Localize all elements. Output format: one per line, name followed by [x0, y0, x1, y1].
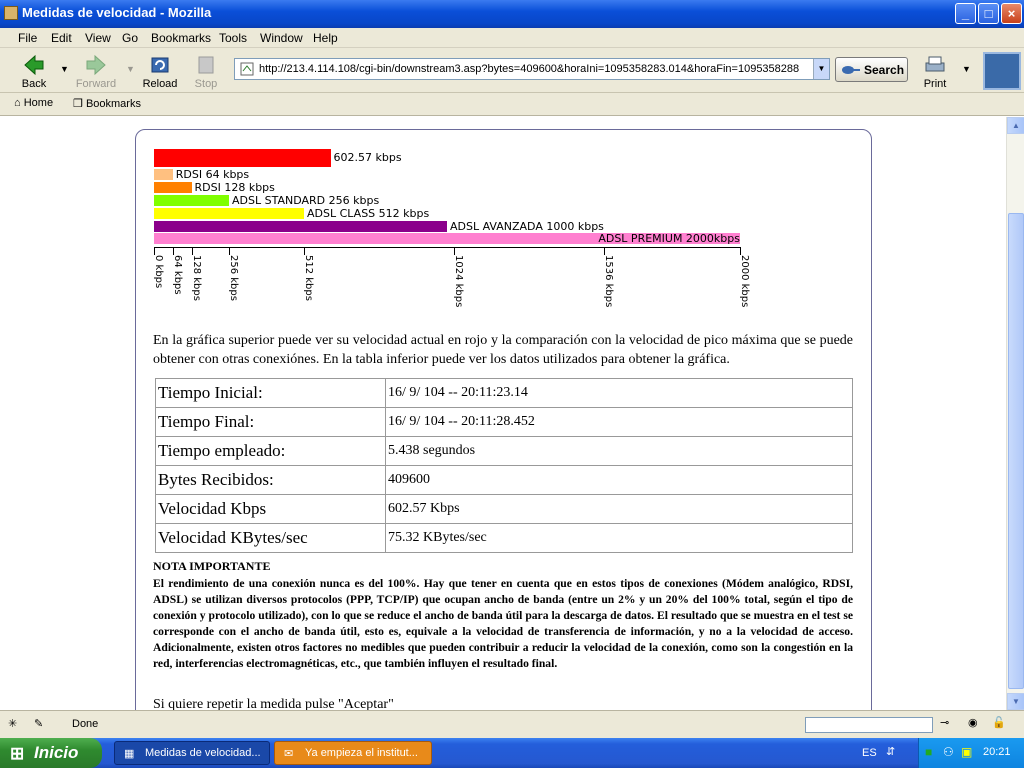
- results-table: [155, 378, 853, 553]
- table-key: Velocidad KBytes/sec: [156, 524, 386, 553]
- mozilla-throbber-icon[interactable]: [983, 52, 1021, 90]
- chart-tick-label: 128 kbps: [190, 255, 202, 301]
- table-key: Tiempo Final:: [156, 408, 386, 437]
- vertical-scrollbar[interactable]: [1006, 117, 1024, 710]
- status-bar: [0, 710, 1024, 738]
- chart-tick: [173, 247, 174, 255]
- menu-go[interactable]: Go: [122, 31, 139, 45]
- minimize-button[interactable]: _: [955, 3, 976, 24]
- reload-button[interactable]: Reload: [138, 52, 182, 92]
- table-key: Velocidad Kbps: [156, 495, 386, 524]
- home-icon: ⌂: [14, 97, 21, 109]
- progress-meter: [805, 717, 933, 733]
- chart-tick-label: 512 kbps: [303, 255, 315, 301]
- chart-tick: [192, 247, 193, 255]
- note-title: NOTA IMPORTANTE: [153, 559, 271, 573]
- table-key: Bytes Recibidos:: [156, 466, 386, 495]
- messenger-task-icon: ✉: [284, 748, 294, 760]
- table-key: Tiempo Inicial:: [156, 379, 386, 408]
- chart-bar: [154, 195, 229, 206]
- mozilla-task-icon: ▦: [124, 748, 135, 760]
- personal-toolbar: [0, 93, 1024, 116]
- table-row: [156, 466, 853, 495]
- table-row: [156, 437, 853, 466]
- bookmarks-icon: ❒: [73, 98, 83, 110]
- system-tray: [918, 738, 1024, 768]
- page-proxy-icon: [239, 61, 255, 77]
- url-dropdown-icon[interactable]: ▼: [813, 59, 829, 79]
- sidebar-toggle-icon[interactable]: ⊸: [940, 717, 950, 729]
- note-text: El rendimiento de una conexión nunca es del 100%. Hay que tener en cuenta que en estos tipos de conexiones (Módem analógico, RDSI, ADSL) se utilizan diversos protocolos (PPP, TCP/IP) que ocupan ancho de banda (entre un 2% y un 20% del 100% total, según el tipo de conexión y protocolo utilizado), con lo que se reduce el ancho de banda útil para la descarga de datos. El resultado que se muestra en el test se corresponde con el ancho de banda útil, esto es, equivale a la velocidad de transferencia de información, y no a la velocidad de acceso. Adicionalmente, existen otros factores no medibles que pueden contribuir a reducir la velocidad de la conexión, como son la congestión en la red, interferencias electromagnéticas, etc., que también influyen el resultado final.: [153, 577, 853, 670]
- scroll-down-icon[interactable]: ▼: [1007, 693, 1024, 710]
- table-row: [156, 379, 853, 408]
- language-bar-icon[interactable]: ⇵: [886, 746, 896, 758]
- table-key: Tiempo empleado:: [156, 437, 386, 466]
- chart-bar-label: ADSL CLASS 512 kbps: [307, 207, 430, 220]
- stop-icon: [195, 54, 217, 76]
- chart-tick: [740, 247, 741, 255]
- chart-tick-label: 64 kbps: [171, 255, 183, 295]
- back-button[interactable]: Back: [12, 52, 56, 92]
- start-button[interactable]: ⊞ Inicio: [0, 738, 102, 768]
- chart-bar: [154, 208, 304, 219]
- window-title: Medidas de velocidad - Mozilla: [22, 5, 212, 20]
- chart-tick-label: 0 kbps: [153, 255, 164, 289]
- language-indicator[interactable]: ES: [862, 747, 877, 759]
- chart-bar: [154, 169, 173, 180]
- chart-tick: [604, 247, 605, 255]
- forward-arrow-icon: [85, 54, 107, 76]
- stop-button[interactable]: Stop: [184, 52, 228, 92]
- repeat-instruction: Si quiere repetir la medida pulse "Aceptar": [153, 697, 394, 710]
- table-row: [156, 524, 853, 553]
- chart-bar: [154, 149, 331, 167]
- reload-icon: [149, 54, 171, 76]
- task-instituto[interactable]: ✉ Ya empieza el institut...: [274, 741, 432, 765]
- table-value: 409600: [386, 466, 853, 495]
- chart-bar-label: ADSL PREMIUM 2000kbps: [598, 232, 740, 245]
- chart-bar: [154, 182, 192, 193]
- menu-tools[interactable]: Tools: [219, 31, 248, 45]
- speed-chart: [0, 117, 1006, 317]
- chart-bar: [154, 221, 447, 232]
- network-icon[interactable]: ⚇: [943, 745, 954, 759]
- home-button[interactable]: ⌂ Home: [14, 97, 54, 109]
- tray-app-icon[interactable]: ■: [925, 745, 933, 759]
- chart-tick-label: 256 kbps: [228, 255, 239, 301]
- navigation-toolbar: [0, 48, 1024, 93]
- page-content: [0, 117, 1006, 710]
- title-bar: [0, 0, 1024, 28]
- mozilla-app-icon: [4, 6, 18, 20]
- chart-tick-label: 1024 kbps: [453, 255, 465, 308]
- chart-tick: [454, 247, 455, 255]
- chart-bar-label: ADSL STANDARD 256 kbps: [232, 194, 380, 207]
- search-icon: [841, 63, 861, 77]
- table-row: [156, 408, 853, 437]
- table-value: 16/ 9/ 104 -- 20:11:23.14: [386, 379, 853, 408]
- chart-tick-label: 1536 kbps: [603, 255, 615, 308]
- search-button[interactable]: Search: [835, 57, 908, 82]
- printer-icon: [923, 54, 947, 76]
- forward-history-dropdown[interactable]: ▼: [126, 64, 135, 74]
- print-button[interactable]: Print: [913, 52, 957, 92]
- chart-tick-label: 2000 kbps: [739, 255, 750, 308]
- online-status-icon[interactable]: ✳: [8, 718, 18, 730]
- table-row: [156, 495, 853, 524]
- windows-flag-icon: ⊞: [10, 744, 25, 763]
- scroll-thumb[interactable]: [1008, 213, 1024, 689]
- table-value: 75.32 KBytes/sec: [386, 524, 853, 553]
- privacy-eye-icon[interactable]: ◉: [968, 717, 978, 729]
- menu-bookmarks[interactable]: Bookmarks: [151, 31, 212, 45]
- menu-edit[interactable]: Edit: [51, 31, 72, 45]
- chart-bar-label: ADSL AVANZADA 1000 kbps: [450, 220, 604, 233]
- chart-tick: [229, 247, 230, 255]
- table-value: 5.438 segundos: [386, 437, 853, 466]
- chart-bar-label: RDSI 128 kbps: [194, 181, 275, 194]
- table-value: 602.57 Kbps: [386, 495, 853, 524]
- security-alert-icon[interactable]: ▣: [961, 745, 973, 759]
- forward-button[interactable]: Forward: [74, 52, 118, 92]
- table-value: 16/ 9/ 104 -- 20:11:28.452: [386, 408, 853, 437]
- menu-help[interactable]: Help: [313, 31, 338, 45]
- chart-bar-label: RDSI 64 kbps: [175, 168, 250, 181]
- chart-bar-label: 602.57 kbps: [333, 151, 402, 164]
- close-button[interactable]: ×: [1001, 3, 1022, 24]
- chart-x-axis: [154, 247, 741, 248]
- clock: 20:21: [983, 746, 1011, 758]
- taskbar: [0, 738, 1024, 768]
- menu-window[interactable]: Window: [260, 31, 303, 45]
- print-dropdown[interactable]: ▼: [962, 64, 971, 74]
- chart-tick: [154, 247, 155, 255]
- intro-paragraph: En la gráfica superior puede ver su velocidad actual en rojo y la comparación con la velocidad de pico máxima que se puede obtener con otras conexiónes. En la tabla inferior puede ver los datos utilizados para obtener la gráfica.: [153, 333, 853, 367]
- lock-icon[interactable]: 🔓: [992, 717, 1006, 729]
- bookmarks-button[interactable]: ❒ Bookmarks: [73, 98, 141, 110]
- url-bar[interactable]: [234, 58, 830, 80]
- chart-tick: [304, 247, 305, 255]
- scroll-up-icon[interactable]: ▲: [1007, 117, 1024, 134]
- task-medidas[interactable]: ▦ Medidas de velocidad...: [114, 741, 270, 765]
- menu-file[interactable]: File: [18, 31, 38, 45]
- status-text: Done: [72, 718, 99, 730]
- security-pen-icon[interactable]: ✎: [34, 718, 44, 730]
- back-arrow-icon: [23, 54, 45, 76]
- menu-view[interactable]: View: [85, 31, 111, 45]
- back-history-dropdown[interactable]: ▼: [60, 64, 69, 74]
- url-text[interactable]: http://213.4.114.108/cgi-bin/downstream3.asp?bytes=409600&horaIni=1095358283.014&horaFin=1095358288: [259, 63, 800, 75]
- menu-bar: [0, 28, 1024, 48]
- maximize-button[interactable]: □: [978, 3, 999, 24]
